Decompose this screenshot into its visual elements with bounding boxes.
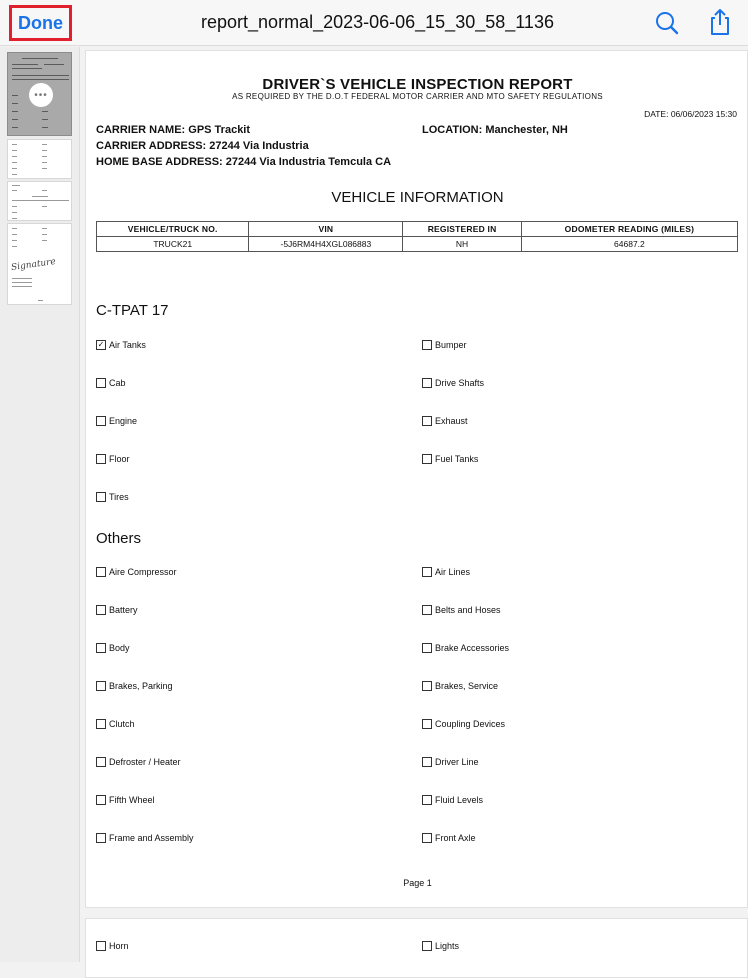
- table-header: REGISTERED IN: [403, 222, 522, 237]
- thumbnail-page-1[interactable]: [7, 52, 72, 136]
- checklist-item: [96, 567, 177, 577]
- checkbox: [422, 757, 432, 767]
- checkbox: [96, 454, 106, 464]
- checkbox: [96, 833, 106, 843]
- report-subtitle: AS REQUIRED BY THE D.O.T FEDERAL MOTOR CARRIER AND MTO SAFETY REGULATIONS: [232, 92, 603, 101]
- checklist-label: Exhaust: [435, 416, 468, 426]
- checkbox: [422, 833, 432, 843]
- table-header-row: [97, 222, 738, 237]
- table-header: VEHICLE/TRUCK NO.: [97, 222, 249, 237]
- checklist-label: Engine: [109, 416, 138, 426]
- table-header: ODOMETER READING (MILES): [521, 222, 737, 237]
- checkbox: [96, 681, 106, 691]
- checkbox: [96, 605, 106, 615]
- checklist-item: [96, 681, 173, 691]
- checklist-item: [96, 833, 194, 843]
- others-section-title: Others: [96, 530, 142, 547]
- table-cell: NH: [403, 237, 522, 252]
- checkbox: [422, 719, 432, 729]
- checkbox: [422, 643, 432, 653]
- checklist-label: Belts and Hoses: [435, 605, 501, 615]
- vehicle-info-title: VEHICLE INFORMATION: [331, 189, 504, 206]
- checklist-label: Tires: [109, 492, 129, 502]
- search-icon[interactable]: [653, 9, 681, 37]
- checklist-item: [96, 605, 138, 615]
- checklist-label: Floor: [109, 454, 130, 464]
- checklist-item: [422, 340, 467, 350]
- checkbox: [422, 378, 432, 388]
- report-page-1: [85, 50, 748, 908]
- checklist-label: Fluid Levels: [435, 795, 484, 805]
- checklist-item: [422, 757, 479, 767]
- checklist-item: [422, 941, 459, 951]
- checklist-item: [422, 378, 484, 388]
- checkbox: [96, 757, 106, 767]
- table-cell: -5J6RM4H4XGL086883: [249, 237, 403, 252]
- checkbox-checked: ✓: [97, 340, 105, 349]
- checklist-label: Brake Accessories: [435, 643, 510, 653]
- page-number: Page 1: [403, 878, 432, 888]
- checkbox: [422, 941, 432, 951]
- checkbox: [422, 795, 432, 805]
- thumbnail-page-3[interactable]: [7, 181, 72, 221]
- checklist-label: Defroster / Heater: [109, 757, 181, 767]
- checklist-label: Air Lines: [435, 567, 471, 577]
- table-cell: 64687.2: [521, 237, 737, 252]
- checklist-label: Brakes, Service: [435, 681, 499, 691]
- checkbox: [422, 340, 432, 350]
- vehicle-info-table: [96, 221, 738, 252]
- checklist-label: Front Axle: [435, 833, 476, 843]
- checklist-item: [96, 454, 130, 464]
- checklist-item: [422, 833, 476, 843]
- checklist-label: Fuel Tanks: [435, 454, 479, 464]
- checklist-item: [96, 378, 126, 388]
- home-base-address: HOME BASE ADDRESS: 27244 Via Industria Temcula CA: [96, 156, 392, 168]
- checkbox: [96, 492, 106, 502]
- table-cell: TRUCK21: [97, 237, 249, 252]
- checklist-item: [96, 941, 129, 951]
- checklist-label: Aire Compressor: [109, 567, 177, 577]
- carrier-name: CARRIER NAME: GPS Trackit: [96, 124, 251, 136]
- checklist-item: [422, 454, 478, 464]
- checklist-label: Horn: [109, 941, 129, 951]
- checkbox: [96, 941, 106, 951]
- checklist-label: Lights: [435, 941, 460, 951]
- checklist-label: Battery: [109, 605, 138, 615]
- checkbox: [422, 567, 432, 577]
- table-header: VIN: [249, 222, 403, 237]
- checklist-item: [422, 795, 483, 805]
- checklist-item: [96, 492, 129, 502]
- ctpat-section-title: C-TPAT 17: [96, 302, 169, 319]
- checklist-label: Cab: [109, 378, 126, 388]
- location: LOCATION: Manchester, NH: [422, 124, 568, 136]
- signature-thumbnail: Signature: [10, 256, 57, 274]
- top-toolbar: [0, 0, 748, 46]
- checklist-label: Brakes, Parking: [109, 681, 173, 691]
- checklist-item: [422, 567, 470, 577]
- thumbnail-page-2[interactable]: [7, 139, 72, 179]
- table-row: [97, 237, 738, 252]
- checklist-label: Drive Shafts: [435, 378, 485, 388]
- checkbox: [96, 378, 106, 388]
- checklist-label: Body: [109, 643, 130, 653]
- share-icon[interactable]: [706, 7, 734, 35]
- checklist-label: Air Tanks: [109, 340, 146, 350]
- checkbox: [96, 719, 106, 729]
- checklist-item: [96, 340, 146, 350]
- checkbox: [96, 416, 106, 426]
- checkbox: [96, 567, 106, 577]
- report-date: DATE: 06/06/2023 15:30: [644, 109, 737, 119]
- checklist-label: Bumper: [435, 340, 467, 350]
- checklist-item: [96, 719, 135, 729]
- checklist-item: [422, 681, 498, 691]
- checkbox: [422, 416, 432, 426]
- checklist-label: Frame and Assembly: [109, 833, 194, 843]
- carrier-address: CARRIER ADDRESS: 27244 Via Industria: [96, 140, 309, 152]
- more-options-icon[interactable]: •••: [29, 83, 53, 107]
- checklist-item: [96, 643, 130, 653]
- done-button[interactable]: Done: [9, 5, 72, 41]
- thumbnail-sidebar: [0, 47, 80, 962]
- checklist-item: [96, 757, 181, 767]
- document-title: report_normal_2023-06-06_15_30_58_1136: [201, 12, 554, 32]
- checklist-item: [422, 416, 468, 426]
- checklist-label: Driver Line: [435, 757, 479, 767]
- checklist-label: Fifth Wheel: [109, 795, 155, 805]
- checklist-item: [422, 605, 501, 615]
- checklist-item: [96, 795, 155, 805]
- checkbox: [96, 795, 106, 805]
- checklist-item: [422, 643, 509, 653]
- checklist-item: [96, 416, 137, 426]
- report-title: DRIVER`S VEHICLE INSPECTION REPORT: [262, 76, 573, 93]
- checkbox: [422, 681, 432, 691]
- checklist-label: Coupling Devices: [435, 719, 506, 729]
- checklist-item: [422, 719, 505, 729]
- checkbox: [422, 454, 432, 464]
- thumbnail-page-4[interactable]: [7, 223, 72, 305]
- checklist-label: Clutch: [109, 719, 135, 729]
- checkbox: [96, 643, 106, 653]
- checkbox: [422, 605, 432, 615]
- report-page-2: [85, 918, 748, 978]
